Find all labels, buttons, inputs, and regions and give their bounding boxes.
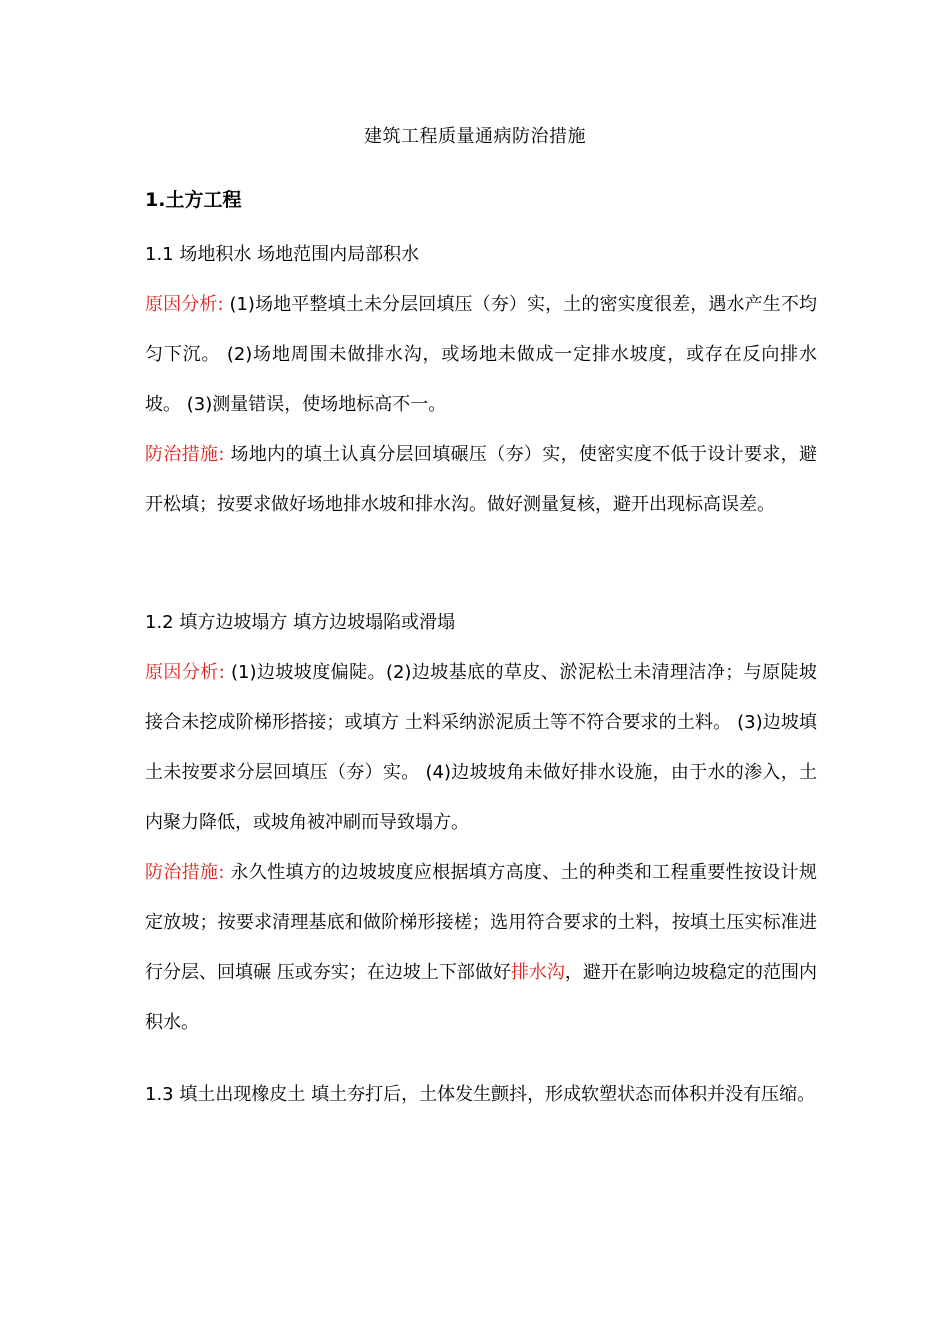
- cause-label: 原因分析:: [145, 662, 225, 683]
- cause-text: (1)场地平整填土未分层回填压（夯）实，土的密实度很差，遇水产生不均匀下沉。 (2)场地周围未做排水沟，或场地未做成一定排水坡度，或存在反向排水坡。 (3)测量错误，使场地标高不一。: [145, 294, 817, 415]
- item-1-2: [145, 598, 817, 1048]
- measure-text: 场地内的填土认真分层回填碾压（夯）实，使密实度不低于设计要求，避开松填；按要求做好场地排水坡和排水沟。做好测量复核，避开出现标高误差。: [145, 444, 817, 515]
- item-1-1: [145, 230, 817, 530]
- section-heading: 1.土方工程: [145, 189, 242, 211]
- document-title: 建筑工程质量通病防治措施: [364, 126, 586, 147]
- item-heading: 1.2 填方边坡塌方 填方边坡塌陷或滑塌: [145, 612, 456, 633]
- cause-paragraph: [145, 648, 817, 848]
- measure-label: 防治措施:: [145, 444, 225, 465]
- cause-text: (1)边坡坡度偏陡。(2)边坡基底的草皮、淤泥松土未清理洁净；与原陡坡接合未挖成阶梯形搭接；或填方 土料采纳淤泥质土等不符合要求的土料。 (3)边坡填土未按要求分层回填压（夯）实。 (4)边坡坡角未做好排水设施，由于水的渗入，土内聚力降低，或坡角被冲刷而导致塌方。: [145, 662, 817, 833]
- item-heading: 1.1 场地积水 场地范围内局部积水: [145, 244, 420, 265]
- measure-paragraph: [145, 430, 817, 530]
- item-1-3: [145, 1070, 817, 1120]
- item-heading: 1.3 填土出现橡皮土 填土夯打后，土体发生颤抖，形成软塑状态而体积并没有压缩。: [145, 1084, 816, 1105]
- measure-text: 永久性填方的边坡坡度应根据填方高度、土的种类和工程重要性按设计规定放坡；按要求清理基底和做阶梯形接槎；选用符合要求的土料，按填土压实标准进行分层、回填碾 压或夯实；在边坡上下部做好: [145, 862, 817, 983]
- measure-paragraph: [145, 848, 817, 1048]
- measure-text-end: ，避开在影响边坡稳定的范围内积水。: [145, 962, 817, 1033]
- cause-label: 原因分析:: [145, 294, 224, 315]
- measure-label: 防治措施:: [145, 862, 225, 883]
- measure-highlight: 排水沟: [510, 962, 565, 983]
- cause-paragraph: [145, 280, 817, 430]
